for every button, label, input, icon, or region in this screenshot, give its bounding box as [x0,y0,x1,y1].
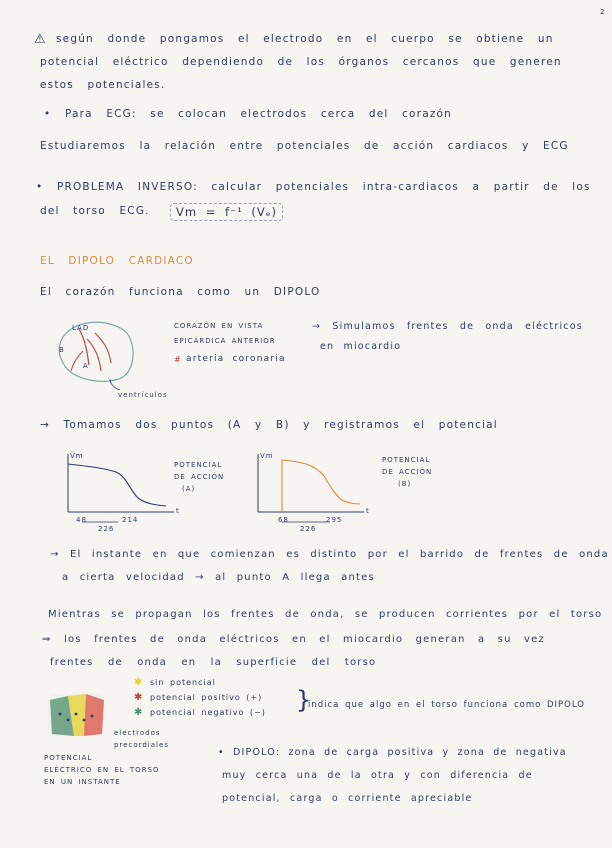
graph-b-label-1: POTENCIAL [382,456,431,464]
propagation-line-2-text: los frentes de onda eléctricos en el miocardio generan a su vez [63,634,545,645]
propagation-line-3: frentes de onda en la superficie del torso [50,657,377,668]
torso-caption-3: EN UN INSTANTE [44,778,121,786]
torso-caption-1: POTENCIAL [44,754,93,762]
ventricles-pointer [108,378,122,392]
warning-icon: ⚠ [34,32,46,47]
inverse-formula: Vm = f⁻¹ (Vₑ) [170,203,283,221]
heart-label-b: B [59,346,65,354]
graph-a-label-2: DE ACCIÓN [174,473,225,481]
graph-b-label-2: DE ACCIÓN [382,468,433,476]
section-title: EL DIPOLO CARDIACO [40,255,194,267]
electrodes-label-1: electrodos [114,729,161,737]
graph-b [252,450,372,532]
view-label-2: EPICÁRDICA ANTERIOR [174,337,276,345]
dipole-def-text: DIPOLO: zona de carga positiva y zona de negativa [233,747,567,758]
inverse-problem-text: PROBLEMA INVERSO: calcular potenciales intra-cardiacos a partir de los [56,181,591,193]
implies-arrow-icon: ⇒ [42,634,52,645]
graph-b-xlabel: t [366,507,370,515]
propagation-line-1: Mientras se propagan los frentes de onda, se producen corrientes por el torso [48,609,603,620]
graph-a-tick-1: 48 [76,516,87,524]
brace-icon: } [296,686,313,714]
graph-a-ylabel: Vm [70,452,84,460]
graph-b-label-3: (B) [398,480,412,488]
graph-a-label-1: POTENCIAL [174,461,223,469]
electrodes-label-2: precordiales [114,741,169,749]
graph-b-tick-2: 295 [326,516,343,524]
intro-line-3: estos potenciales. [40,79,166,91]
ecg-note-text: Para ECG: se colocan electrodos cerca del corazón [64,108,453,120]
graph-b-duration: 226 [300,525,317,533]
graph-b-tick-1: 68 [278,516,289,524]
heart-diagram [55,315,140,385]
artery-label: arteria coronaria [186,354,286,364]
propagation-line-2 [42,634,545,645]
red-marker-icon: ✱ [134,692,144,703]
simulate-text: Simulamos frentes de onda eléctricos [332,321,583,332]
graph-b-ylabel: Vm [260,452,274,460]
torso-caption-2: ELÉCTRICO EN EL TORSO [44,766,160,774]
torso-diagram [46,690,108,742]
dipole-line: El corazón funciona como un DIPOLO [40,286,321,298]
legend-indicates: indica que algo en el torso funciona como DIPOLO [308,700,585,710]
view-label-1: CORAZÓN EN VISTA [174,322,264,330]
legend-no-potential: sin potencial [150,678,216,687]
graph-a-tick-2: 214 [122,516,139,524]
simulate-line-2: en miocardio [320,341,402,352]
instant-note-line-2: a cierta velocidad → al punto A llega antes [62,572,375,583]
legend-positive: potencial positivo (+) [150,693,263,702]
intro-line-1: según donde pongamos el electrodo en el cuerpo se obtiene un [56,33,554,45]
ventricles-caption: ventrículos [118,391,168,399]
inverse-problem-line-2: del torso ECG. [40,205,150,217]
points-line: → Tomamos dos puntos (A y B) y registramos el potencial [40,419,498,431]
ecg-note: • Para ECG: se colocan electrodos cerca del corazón [44,108,453,120]
heart-label-lad: LAD [72,324,90,332]
yellow-marker-icon: ✱ [134,677,144,688]
legend-negative: potencial negativo (−) [150,708,266,717]
graph-a-label-3: (A) [182,485,196,493]
dipole-def-line-1: • DIPOLO: zona de carga positiva y zona de negativa [218,747,567,758]
page-number: 2 [600,8,606,16]
instant-note-text: El instante en que comienzan es distinto por el barrido de frentes de onda [69,549,609,560]
points-text: Tomamos dos puntos (A y B) y registramos el potencial [63,419,498,431]
heart-label-a: A [83,362,89,370]
dipole-def-line-2: muy cerca una de la otra y con diferencia de [222,770,533,781]
graph-a-xlabel: t [176,507,180,515]
study-line: Estudiaremos la relación entre potenciales de acción cardiacos y ECG [40,140,569,152]
green-marker-icon: ✱ [134,707,144,718]
graph-a-duration: 226 [98,525,115,533]
artery-marker-icon: # [174,355,182,364]
simulate-line-1: → Simulamos frentes de onda eléctricos [312,321,583,332]
dipole-def-line-3: potencial, carga o corriente apreciable [222,793,473,804]
intro-line-2: potencial eléctrico dependiendo de los órganos cercanos que generen [40,56,562,68]
instant-note-line-1: → El instante en que comienzan es distinto por el barrido de frentes de onda [50,549,609,560]
inverse-problem-line-1: • PROBLEMA INVERSO: calcular potenciales intra-cardiacos a partir de los [36,181,591,193]
